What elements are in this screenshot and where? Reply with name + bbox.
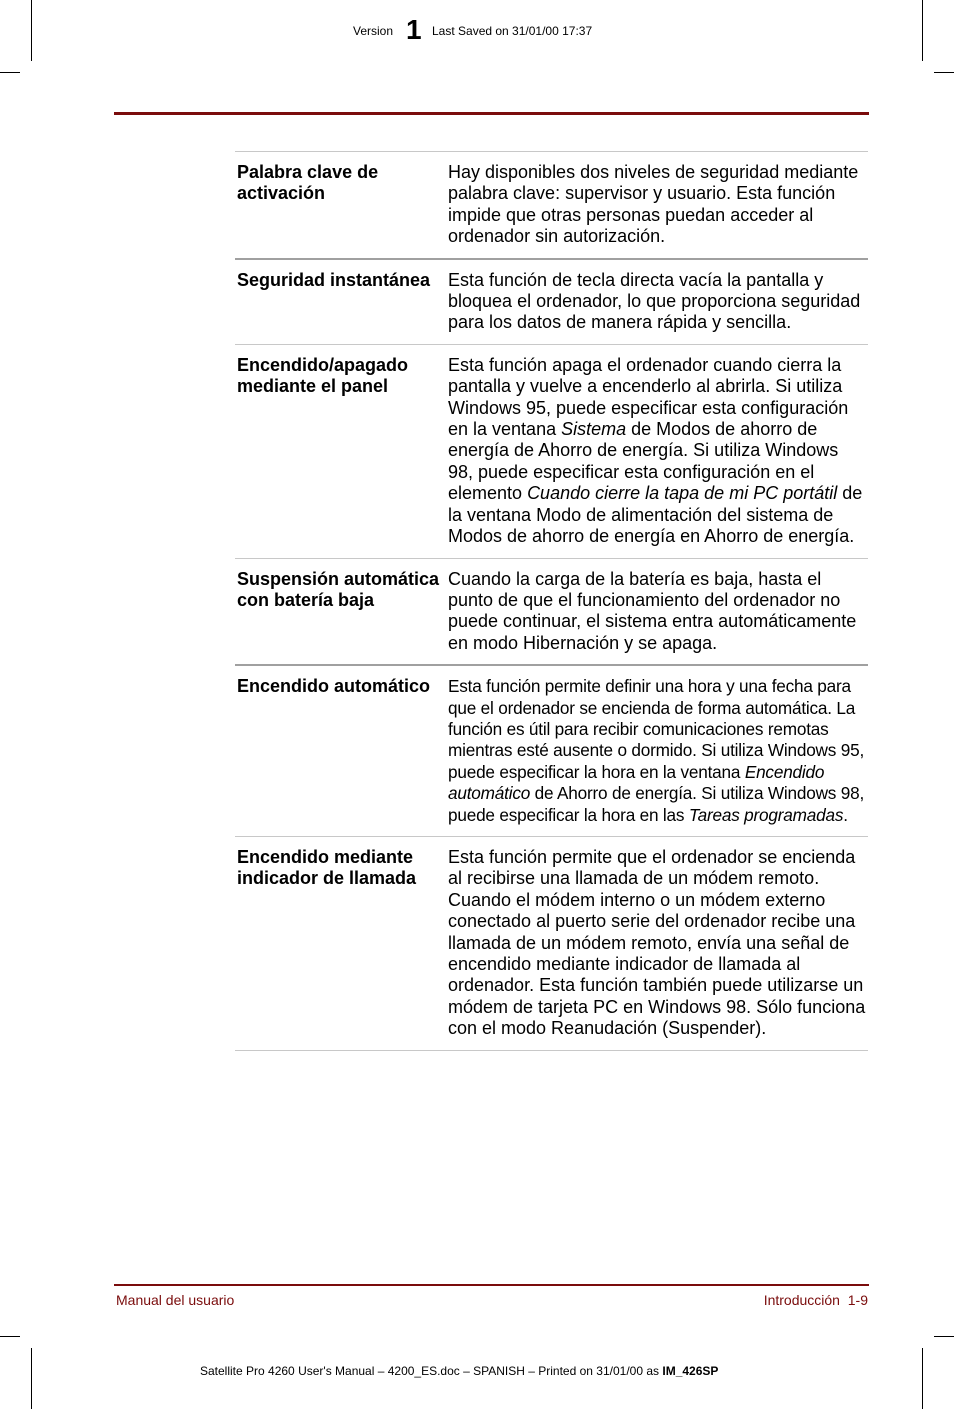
- row-term: Encendido/apagado mediante el panel: [237, 354, 409, 397]
- crop-mark: [0, 1336, 20, 1337]
- table-row: [235, 836, 868, 1051]
- header-rule: [114, 112, 869, 115]
- version-label: Version: [353, 24, 394, 38]
- imprint-code: IM_426SP: [662, 1364, 719, 1378]
- version-number: 1: [406, 14, 422, 45]
- row-term: Palabra clave de activación: [237, 162, 379, 204]
- row-description: [446, 162, 868, 248]
- imprint-text: Satellite Pro 4260 User's Manual – 4200_ES.doc – SPANISH – Printed on 31/01/00 as: [200, 1364, 663, 1378]
- description-text: de Ahorro de energía. Si utiliza Windows 98, puede especificar la hora en las: [448, 783, 865, 825]
- row-description: [446, 847, 868, 1040]
- description-text: Esta función de tecla directa vacía la pantalla y bloquea el ordenador, lo que proporciona seguridad para los datos de manera rápida y sencilla.: [448, 269, 861, 333]
- footer-manual-title: Manual del usuario: [116, 1292, 235, 1308]
- feature-table: [235, 151, 868, 1051]
- description-text: .: [843, 804, 848, 825]
- description-text: Esta función permite definir una hora y una fecha para que el ordenador se encienda de forma automática. La función es útil para recibir comunicaciones remotas mientras esté ausente o dormido. Si utiliza Windows 95, puede especificar la hora en la ventana: [448, 676, 865, 782]
- description-text: de Modos de ahorro de energía de Ahorro de energía. Si utiliza Windows 98, puede especificar esta configuración en el elemento: [448, 419, 839, 504]
- row-description: [446, 569, 868, 655]
- row-term: Encendido mediante indicador de llamada: [237, 846, 417, 889]
- description-text: Esta función apaga el ordenador cuando cierra la pantalla y vuelve a encenderlo al abrirla. Si utiliza Windows 95, puede especificar esta configuración en la ventana: [448, 354, 849, 440]
- print-imprint: [200, 1364, 718, 1378]
- description-text: de la ventana Modo de alimentación del sistema de Modos de ahorro de energía en Ahorro de energía.: [448, 483, 863, 547]
- crop-mark: [31, 1348, 32, 1409]
- last-saved-text: Last Saved on 31/01/00 17:37: [432, 24, 593, 38]
- table-row: [235, 151, 868, 258]
- crop-mark: [0, 72, 20, 73]
- table-row: [235, 558, 868, 665]
- row-term: Encendido automático: [237, 676, 431, 697]
- italic-term: Tareas programadas: [688, 804, 844, 825]
- row-description: [446, 270, 868, 334]
- table-row: [235, 258, 868, 344]
- row-description: [446, 676, 868, 826]
- crop-mark: [934, 72, 954, 73]
- crop-mark: [934, 1336, 954, 1337]
- description-text: Esta función permite que el ordenador se encienda al recibirse una llamada de un módem remoto. Cuando el módem interno o un módem externo conectado al puerto serie del ordenador recibe una llamada de un módem remoto, envía una señal de encendido mediante indicador de llamada al ordenador. Esta función también puede utilizarse un módem de tarjeta PC en Windows 98. Sólo funciona con el modo Reanudación (Suspender).: [448, 846, 866, 1039]
- description-text: Hay disponibles dos niveles de seguridad mediante palabra clave: supervisor y usuario. Esta función impide que otras personas puedan acceder al ordenador sin autorización.: [448, 162, 859, 247]
- table-row: [235, 344, 868, 558]
- row-term: Suspensión automática con batería baja: [237, 568, 440, 610]
- italic-term: Cuando cierre la tapa de mi PC portátil: [527, 483, 838, 504]
- footer-page-number: Introducción 1-9: [763, 1292, 868, 1308]
- row-description: [446, 355, 868, 548]
- row-term: Seguridad instantánea: [237, 269, 431, 290]
- page-header: [0, 14, 954, 48]
- table-row: [235, 664, 868, 836]
- crop-mark: [922, 1348, 923, 1409]
- italic-term: Sistema: [561, 419, 627, 440]
- footer-rule: [114, 1284, 869, 1286]
- description-text: Cuando la carga de la batería es baja, hasta el punto de que el funcionamiento del ordenador no puede continuar, el sistema entra automáticamente en modo Hibernación y se apaga.: [448, 568, 857, 653]
- italic-term: Encendido automático: [448, 761, 825, 804]
